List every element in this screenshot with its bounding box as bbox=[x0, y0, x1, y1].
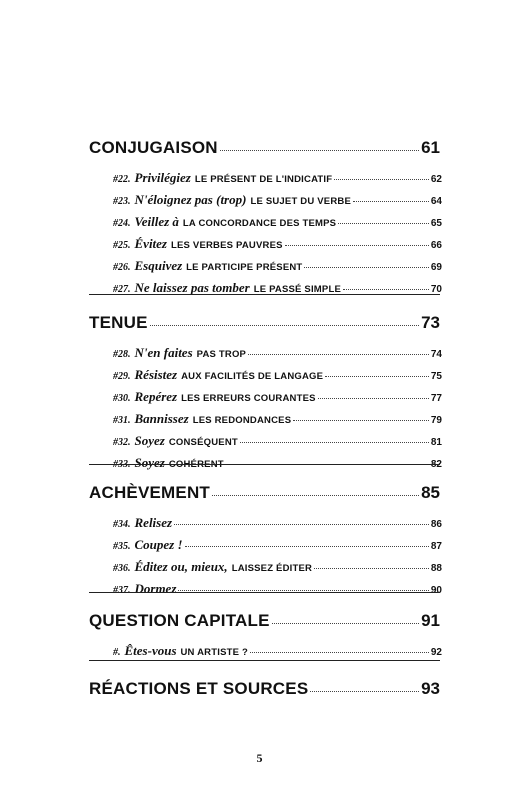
section-title: RÉACTIONS ET SOURCES bbox=[89, 679, 309, 698]
section-heading-row bbox=[89, 313, 440, 333]
toc-entry bbox=[113, 581, 442, 597]
entry-verb: Bannissez bbox=[134, 411, 189, 426]
dot-leader bbox=[293, 420, 429, 421]
dot-leader bbox=[212, 495, 419, 496]
toc-entry bbox=[113, 389, 442, 405]
entry-subject: LE PARTICIPE PRÉSENT bbox=[186, 262, 303, 273]
entry-subject: LE PRÉSENT DE L'INDICATIF bbox=[194, 174, 333, 185]
entry-number: #22. bbox=[113, 174, 131, 185]
entry-subject: LES REDONDANCES bbox=[192, 415, 292, 426]
entry-verb: Éditez ou, mieux, bbox=[134, 559, 228, 574]
section-divider bbox=[89, 464, 440, 465]
dot-leader bbox=[353, 201, 429, 202]
section-title: CONJUGAISON bbox=[89, 138, 218, 157]
entry-subject: AUX FACILITÉS DE LANGAGE bbox=[181, 371, 324, 382]
page-number: 5 bbox=[256, 751, 263, 765]
entry-page-number: 86 bbox=[430, 519, 442, 530]
dot-leader bbox=[338, 223, 429, 224]
entry-page-number: 77 bbox=[430, 393, 442, 404]
section-heading-row bbox=[89, 483, 440, 503]
entry-verb: Soyez bbox=[134, 455, 165, 470]
entry-page-number: 65 bbox=[430, 218, 442, 229]
dot-leader bbox=[272, 623, 419, 624]
entry-verb: Résistez bbox=[134, 367, 178, 382]
entry-subject: LA CONCORDANCE DES TEMPS bbox=[182, 218, 337, 229]
dot-leader bbox=[325, 376, 429, 377]
toc-entry bbox=[113, 170, 442, 186]
section-page-number: 61 bbox=[421, 138, 440, 157]
toc-entry bbox=[113, 258, 442, 274]
entry-verb: Repérez bbox=[134, 389, 178, 404]
section-page-number: 91 bbox=[421, 611, 440, 630]
entry-verb: Évitez bbox=[134, 236, 167, 251]
entry-verb: Ne laissez pas tomber bbox=[134, 280, 250, 295]
entry-number: #37. bbox=[113, 585, 131, 596]
dot-leader bbox=[310, 691, 419, 692]
entry-page-number: 74 bbox=[430, 349, 442, 360]
entry-subject: LAISSEZ ÉDITER bbox=[231, 563, 313, 574]
dot-leader bbox=[220, 150, 419, 151]
section-heading-row bbox=[89, 611, 440, 631]
entry-page-number: 92 bbox=[430, 647, 442, 658]
dot-leader bbox=[285, 245, 429, 246]
entry-number: #32. bbox=[113, 437, 131, 448]
toc-entry bbox=[113, 236, 442, 252]
section-title: TENUE bbox=[89, 313, 148, 332]
entry-number: #29. bbox=[113, 371, 131, 382]
entry-verb: Veillez à bbox=[134, 214, 179, 229]
entry-verb: Êtes-vous bbox=[124, 643, 177, 658]
section-page-number: 93 bbox=[421, 679, 440, 698]
section-divider bbox=[89, 660, 440, 661]
entry-number: #. bbox=[113, 647, 121, 658]
entry-verb: Privilégiez bbox=[134, 170, 191, 185]
entry-number: #35. bbox=[113, 541, 131, 552]
section-page-number: 85 bbox=[421, 483, 440, 502]
dot-leader bbox=[240, 442, 429, 443]
section-divider bbox=[89, 592, 440, 593]
entry-subject: COHÉRENT bbox=[168, 459, 224, 470]
entry-verb: Relisez bbox=[134, 515, 173, 530]
entry-number: #33. bbox=[113, 459, 131, 470]
entry-page-number: 90 bbox=[430, 585, 442, 596]
section-heading-row bbox=[89, 138, 440, 158]
dot-leader bbox=[248, 354, 429, 355]
section-page-number: 73 bbox=[421, 313, 440, 332]
entry-subject: LE SUJET DU VERBE bbox=[250, 196, 351, 207]
entry-number: #31. bbox=[113, 415, 131, 426]
entry-number: #24. bbox=[113, 218, 131, 229]
toc-entry bbox=[113, 455, 442, 471]
entry-verb: Dormez bbox=[134, 581, 177, 596]
dot-leader bbox=[250, 652, 429, 653]
entry-number: #23. bbox=[113, 196, 131, 207]
dot-leader bbox=[318, 398, 429, 399]
entry-page-number: 88 bbox=[430, 563, 442, 574]
toc-entry bbox=[113, 367, 442, 383]
dot-leader bbox=[178, 590, 428, 591]
toc-entry bbox=[113, 345, 442, 361]
entry-number: #28. bbox=[113, 349, 131, 360]
entry-verb: Coupez ! bbox=[134, 537, 183, 552]
dot-leader bbox=[334, 179, 429, 180]
entry-number: #25. bbox=[113, 240, 131, 251]
entry-subject: UN ARTISTE ? bbox=[180, 647, 248, 658]
entry-verb: N'éloignez pas (trop) bbox=[134, 192, 247, 207]
toc-entry bbox=[113, 411, 442, 427]
section-divider bbox=[89, 294, 440, 295]
entry-subject: LES ERREURS COURANTES bbox=[181, 393, 316, 404]
entry-page-number: 64 bbox=[430, 196, 442, 207]
entry-verb: Esquivez bbox=[134, 258, 183, 273]
entry-subject: PAS TROP bbox=[196, 349, 247, 360]
dot-leader bbox=[185, 546, 429, 547]
entry-verb: N'en faites bbox=[134, 345, 193, 360]
entry-page-number: 79 bbox=[430, 415, 442, 426]
entry-page-number: 69 bbox=[430, 262, 442, 273]
entry-page-number: 87 bbox=[430, 541, 442, 552]
dot-leader bbox=[174, 524, 429, 525]
toc-entry bbox=[113, 192, 442, 208]
dot-leader bbox=[150, 325, 419, 326]
entry-subject: LES VERBES PAUVRES bbox=[171, 240, 283, 251]
dot-leader bbox=[343, 289, 429, 290]
entry-number: #26. bbox=[113, 262, 131, 273]
entry-number: #36. bbox=[113, 563, 131, 574]
entry-subject: CONSÉQUENT bbox=[168, 437, 238, 448]
entry-subject: LE PASSÉ SIMPLE bbox=[253, 284, 341, 295]
dot-leader bbox=[304, 267, 428, 268]
entry-page-number: 62 bbox=[430, 174, 442, 185]
entry-number: #30. bbox=[113, 393, 131, 404]
dot-leader bbox=[314, 568, 429, 569]
section-heading-row bbox=[89, 679, 440, 699]
entry-page-number: 75 bbox=[430, 371, 442, 382]
entry-page-number: 66 bbox=[430, 240, 442, 251]
section-title: QUESTION CAPITALE bbox=[89, 611, 270, 630]
entry-number: #27. bbox=[113, 284, 131, 295]
entry-page-number: 82 bbox=[430, 459, 442, 470]
toc-entry bbox=[113, 559, 442, 575]
entry-page-number: 81 bbox=[430, 437, 442, 448]
toc-entry bbox=[113, 537, 442, 553]
entry-page-number: 70 bbox=[430, 284, 442, 295]
section-title: ACHÈVEMENT bbox=[89, 483, 211, 502]
entry-verb: Soyez bbox=[134, 433, 165, 448]
entry-number: #34. bbox=[113, 519, 131, 530]
toc-entry bbox=[113, 643, 442, 659]
toc-entry bbox=[113, 214, 442, 230]
toc-entry bbox=[113, 515, 442, 531]
toc-entry bbox=[113, 433, 442, 449]
